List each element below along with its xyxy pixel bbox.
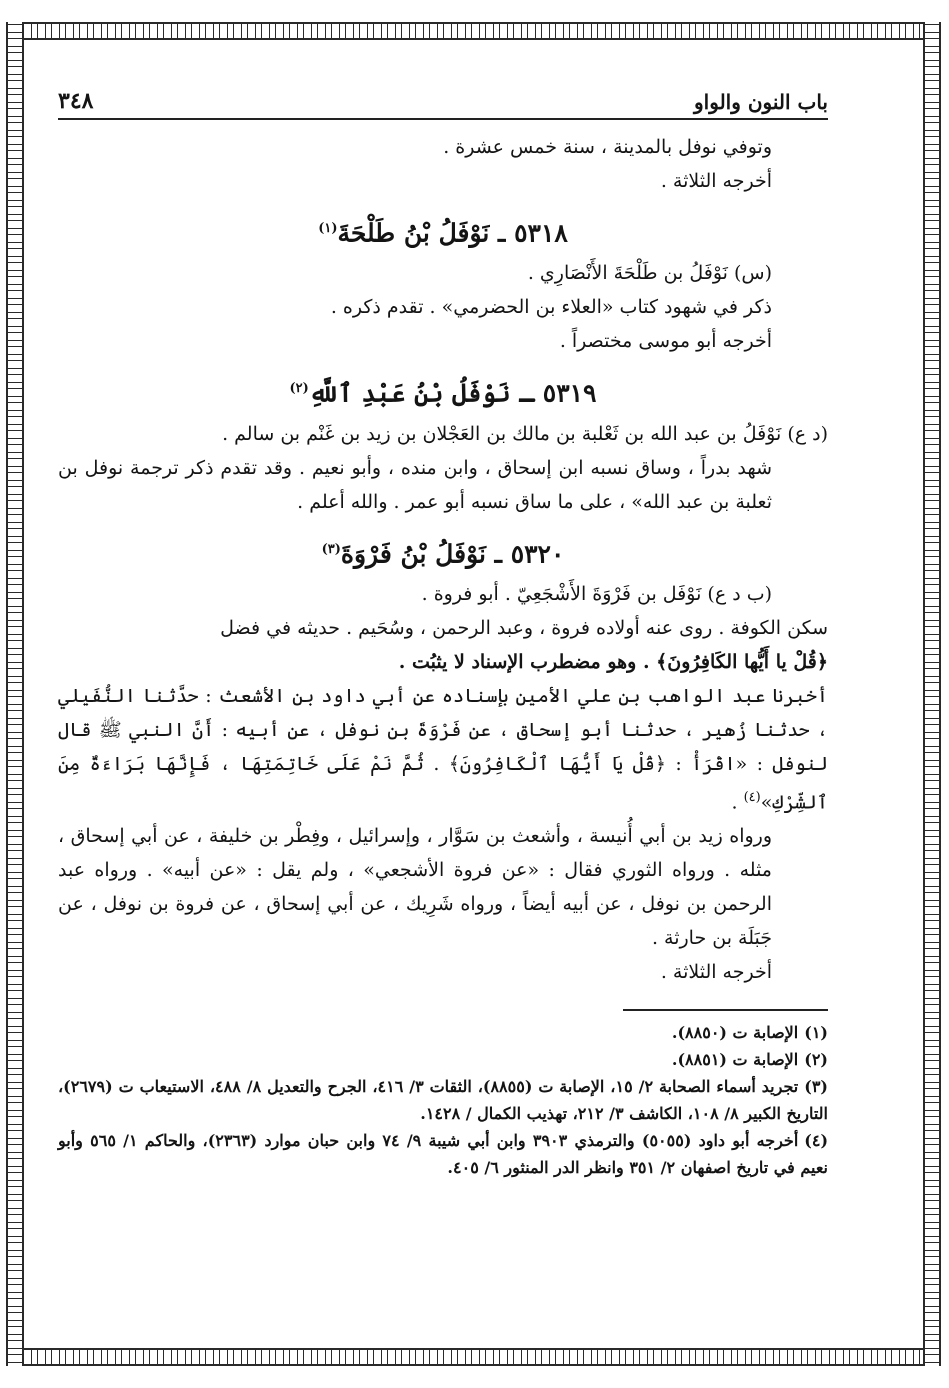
footnote-number: (١) (804, 1023, 828, 1043)
paragraph: (س) نَوْفَلُ بن طَلْحَةَ الأَنْصَارِي . (527, 262, 772, 285)
paragraph: ﴿قُلْ يا أَيُّها الكَافِرُونَ﴾ . وهو مضطرب الإسناد لا يثبُت . (398, 650, 828, 673)
ornamental-border-right (923, 22, 941, 1366)
paragraph: سكن الكوفة . روى عنه أولاده فروة ، وعبد الرحمن ، وسُحَيم . حديثه في فضل (220, 616, 828, 639)
footnote-number: (٣) (804, 1077, 828, 1097)
page-content (58, 86, 828, 1326)
entry-title (58, 531, 828, 573)
entry-title (58, 210, 828, 252)
ornamental-border-bottom (6, 1348, 941, 1366)
period: . (731, 791, 744, 814)
paragraph: أخرجه الثلاثة . (660, 961, 772, 984)
running-title: باب النون والواو (694, 90, 828, 114)
paragraph (58, 679, 828, 819)
ornamental-border-left (6, 22, 24, 1366)
running-header (58, 86, 828, 120)
footnote-text: تجريد أسماء الصحابة ٢/ ١٥، الإصابة ت (٨٨٥٥)، الثقات ٣/ ٤١٦، الجرح والتعديل ٨/ ٤٨٨، الاستيعاب ت (٢٦٧٩)، التاريخ الكبير ٨/ ١٠٨، الكاشف ٣/ ٢١٢، تهذيب الكمال / ١٤٢٨. (58, 1077, 828, 1124)
entry-title-text: ٥٣١٩ ـ نَوْفَلُ بْنُ عَبْدِ ٱللَّهِ (308, 378, 597, 408)
footnote-ref: (٢) (289, 381, 309, 397)
ornamental-border-top (6, 22, 941, 40)
paragraph: وتوفي نوفل بالمدينة ، سنة خمس عشرة . (443, 136, 772, 158)
footnote (58, 1073, 828, 1127)
entry-title-text: ٥٣١٨ ـ نَوْفَلُ بْنُ طَلْحَةَ (337, 218, 568, 248)
paragraph: شهد بدراً ، وساق نسبه ابن إسحاق ، وابن منده ، وأبو نعيم . وقد تقدم ذكر ترجمة نوفل بن ثعلبة بن عبد الله» ، على ما ساق نسبه أبو عمر . والله أعلم . (58, 456, 772, 513)
page-number: ٣٤٨ (58, 88, 94, 114)
paragraph: (د ع) نَوْفَلُ بن عبد الله بن ثَعْلبة بن مالك بن العَجْلان بن زيد بن غَنْم بن سالم . (222, 422, 828, 445)
footnote-number: (٤) (804, 1131, 829, 1151)
paragraph: ورواه زيد بن أبي أُنيسة ، وأشعث بن سَوَّار ، وإسرائيل ، وفِطْر بن خليفة ، عن أبي إسحاق ، مثله . ورواه الثوري فقال : «عن فروة الأشجعي» ، ولم يقل : «عن أبيه» . ورواه عبد الرحمن بن نوفل ، عن أبيه أيضاً ، ورواه شَرِيك ، عن أبي إسحاق ، عن فروة بن نوفل ، عن جَبَلَة بن حارثة . (58, 825, 772, 950)
footnote-number: (٢) (804, 1050, 828, 1070)
paragraph: أخرجه أبو موسى مختصراً . (559, 330, 772, 353)
paragraph: أخرجه الثلاثة . (660, 170, 772, 192)
footnote-text: الإصابة ت (٨٨٥١). (671, 1050, 799, 1070)
footnotes (58, 1019, 828, 1181)
footnote-text: أخرجه أبو داود (٥٠٥٥) والترمذي ٣٩٠٣ وابن أبي شيبة ٩/ ٧٤ وابن حبان موارد (٢٣٦٣)، والحاكم ١/ ٥٦٥ وأبو نعيم في تاريخ اصفهان ٢/ ٣٥١ وانظر الدر المنثور ٦/ ٤٠٥. (58, 1131, 828, 1178)
footnote (58, 1046, 828, 1073)
entry-title-text: ٥٣٢٠ ـ نَوْفَلُ بْنُ فَرْوَةَ (340, 538, 565, 568)
footnote-ref: (٣) (321, 541, 341, 557)
footnote (58, 1019, 828, 1046)
paragraph: ذكر في شهود كتاب «العلاء بن الحضرمي» . تقدم ذكره . (330, 296, 772, 319)
paragraph: (ب د ع) نَوْفَل بن فَرْوَةَ الأَشْجَعِيّ . أبو فروة . (421, 582, 772, 605)
footnote (58, 1127, 828, 1181)
hadith-text: أخبرنا عبد الواهب بن علي الأمين بإسناده عن أبي داود بن الأشعث : حدَّثنا النُّفَيلي ، حدثنا زُهير ، حدثنا أبو إسحاق ، عن فَرْوَةَ بن نوفل ، عن أبيه : أَنَّ النبي ﷺ قال لنوفل : «اقْرَأْ : ﴿قُلْ يَا أَيُّهَا ٱلْكَافِرُونَ﴾ . ثُمَّ نَمْ عَلَى خَاتِمَتِهَا ، فَإِنَّهَا بَرَاءَةٌ مِنَ ٱلشِّرْكِ» (58, 684, 828, 814)
footnote-text: الإصابة ت (٨٨٥٠). (671, 1023, 799, 1043)
footnote-separator (623, 1009, 828, 1011)
footnote-ref: (٤) (743, 789, 761, 805)
body-text (58, 130, 828, 989)
footnote-ref: (١) (318, 221, 338, 236)
entry-title (58, 370, 828, 412)
